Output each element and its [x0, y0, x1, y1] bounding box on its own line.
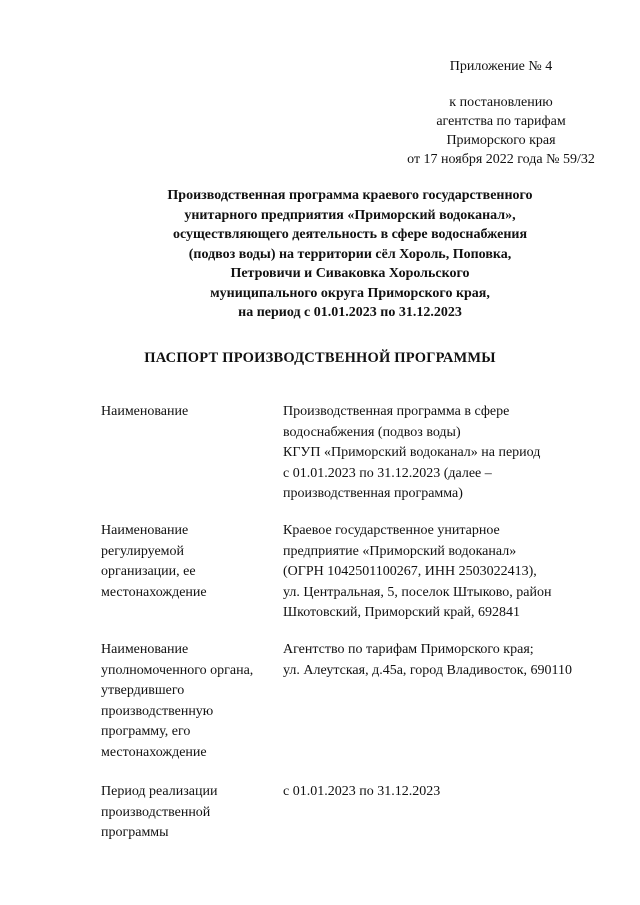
row-label [101, 402, 281, 423]
appendix-line: к постановлению [449, 95, 553, 110]
program-title-line: Производственная программа краевого государственного [167, 188, 533, 203]
program-title-line: Петровичи и Сиваковка Хорольского [230, 266, 470, 281]
row-label [101, 640, 281, 763]
row-value [283, 640, 623, 681]
row-value [283, 402, 623, 505]
program-title-line: унитарного предприятия «Приморский водоканал», [184, 207, 516, 223]
appendix-line: Приморского края [446, 133, 556, 148]
row-value-line: (ОГРН 1042501100267, ИНН 2503022413), [283, 564, 537, 579]
row-label-line: уполномоченного органа, [101, 662, 254, 678]
program-title-line: (подвоз воды) на территории сёл Хороль, Поповка, [188, 246, 512, 262]
row-value-line: водоснабжения (подвоз воды) [283, 424, 461, 440]
row-value-line: Агентство по тарифам Приморского края; [283, 642, 534, 657]
row-value-line: Шкотовский, Приморский край, 692841 [283, 605, 520, 620]
row-label-line: программы [101, 825, 169, 840]
row-label-line: местонахождение [101, 744, 207, 760]
appendix-title-text: Приложение № 4 [449, 59, 553, 74]
row-label-line: организации, ее [101, 564, 196, 579]
row-value-line: производственная программа) [283, 486, 463, 501]
row-label-line: утвердившего [101, 683, 185, 698]
program-title-line: на период с 01.01.2023 по 31.12.2023 [238, 305, 462, 320]
row-label-line: производственную [101, 703, 214, 719]
row-value-line: ул. Центральная, 5, поселок Штыково, район [283, 584, 552, 600]
row-label [101, 782, 281, 844]
row-value-line: ул. Алеутская, д.45а, город Владивосток, 690110 [283, 662, 572, 678]
program-title-line: осуществляющего деятельность в сфере водоснабжения [172, 227, 528, 242]
row-label-line: местонахождение [101, 584, 207, 600]
appendix-title [396, 57, 606, 76]
row-label-line: Наименование [101, 642, 189, 657]
program-title-line: муниципального округа Приморского края, [210, 285, 490, 301]
passport-heading: ПАСПОРТ ПРОИЗВОДСТВЕННОЙ ПРОГРАММЫ [144, 350, 496, 366]
row-value [283, 521, 623, 624]
appendix-line: агентства по тарифам [436, 114, 566, 129]
appendix-line: от 17 ноября 2022 года № 59/32 [407, 152, 595, 167]
program-title [60, 186, 640, 323]
row-label-line: Период реализации [101, 784, 218, 799]
row-value-line: Производственная программа в сфере [283, 404, 510, 419]
row-label-line: регулируемой [101, 543, 185, 559]
row-label-line: Наименование [101, 404, 189, 419]
row-value-line: с 01.01.2023 по 31.12.2023 (далее – [283, 465, 492, 481]
row-value-line: Краевое государственное унитарное [283, 523, 500, 538]
row-label-line: производственной [101, 804, 211, 820]
appendix-reference [396, 93, 606, 169]
row-value-line: КГУП «Приморский водоканал» на период [283, 445, 541, 460]
row-label-line: Наименование [101, 523, 189, 538]
row-value [283, 782, 623, 803]
row-label-line: программу, его [101, 724, 191, 739]
row-label [101, 521, 281, 603]
row-value-line: с 01.01.2023 по 31.12.2023 [283, 784, 441, 799]
row-value-line: предприятие «Приморский водоканал» [283, 543, 517, 559]
